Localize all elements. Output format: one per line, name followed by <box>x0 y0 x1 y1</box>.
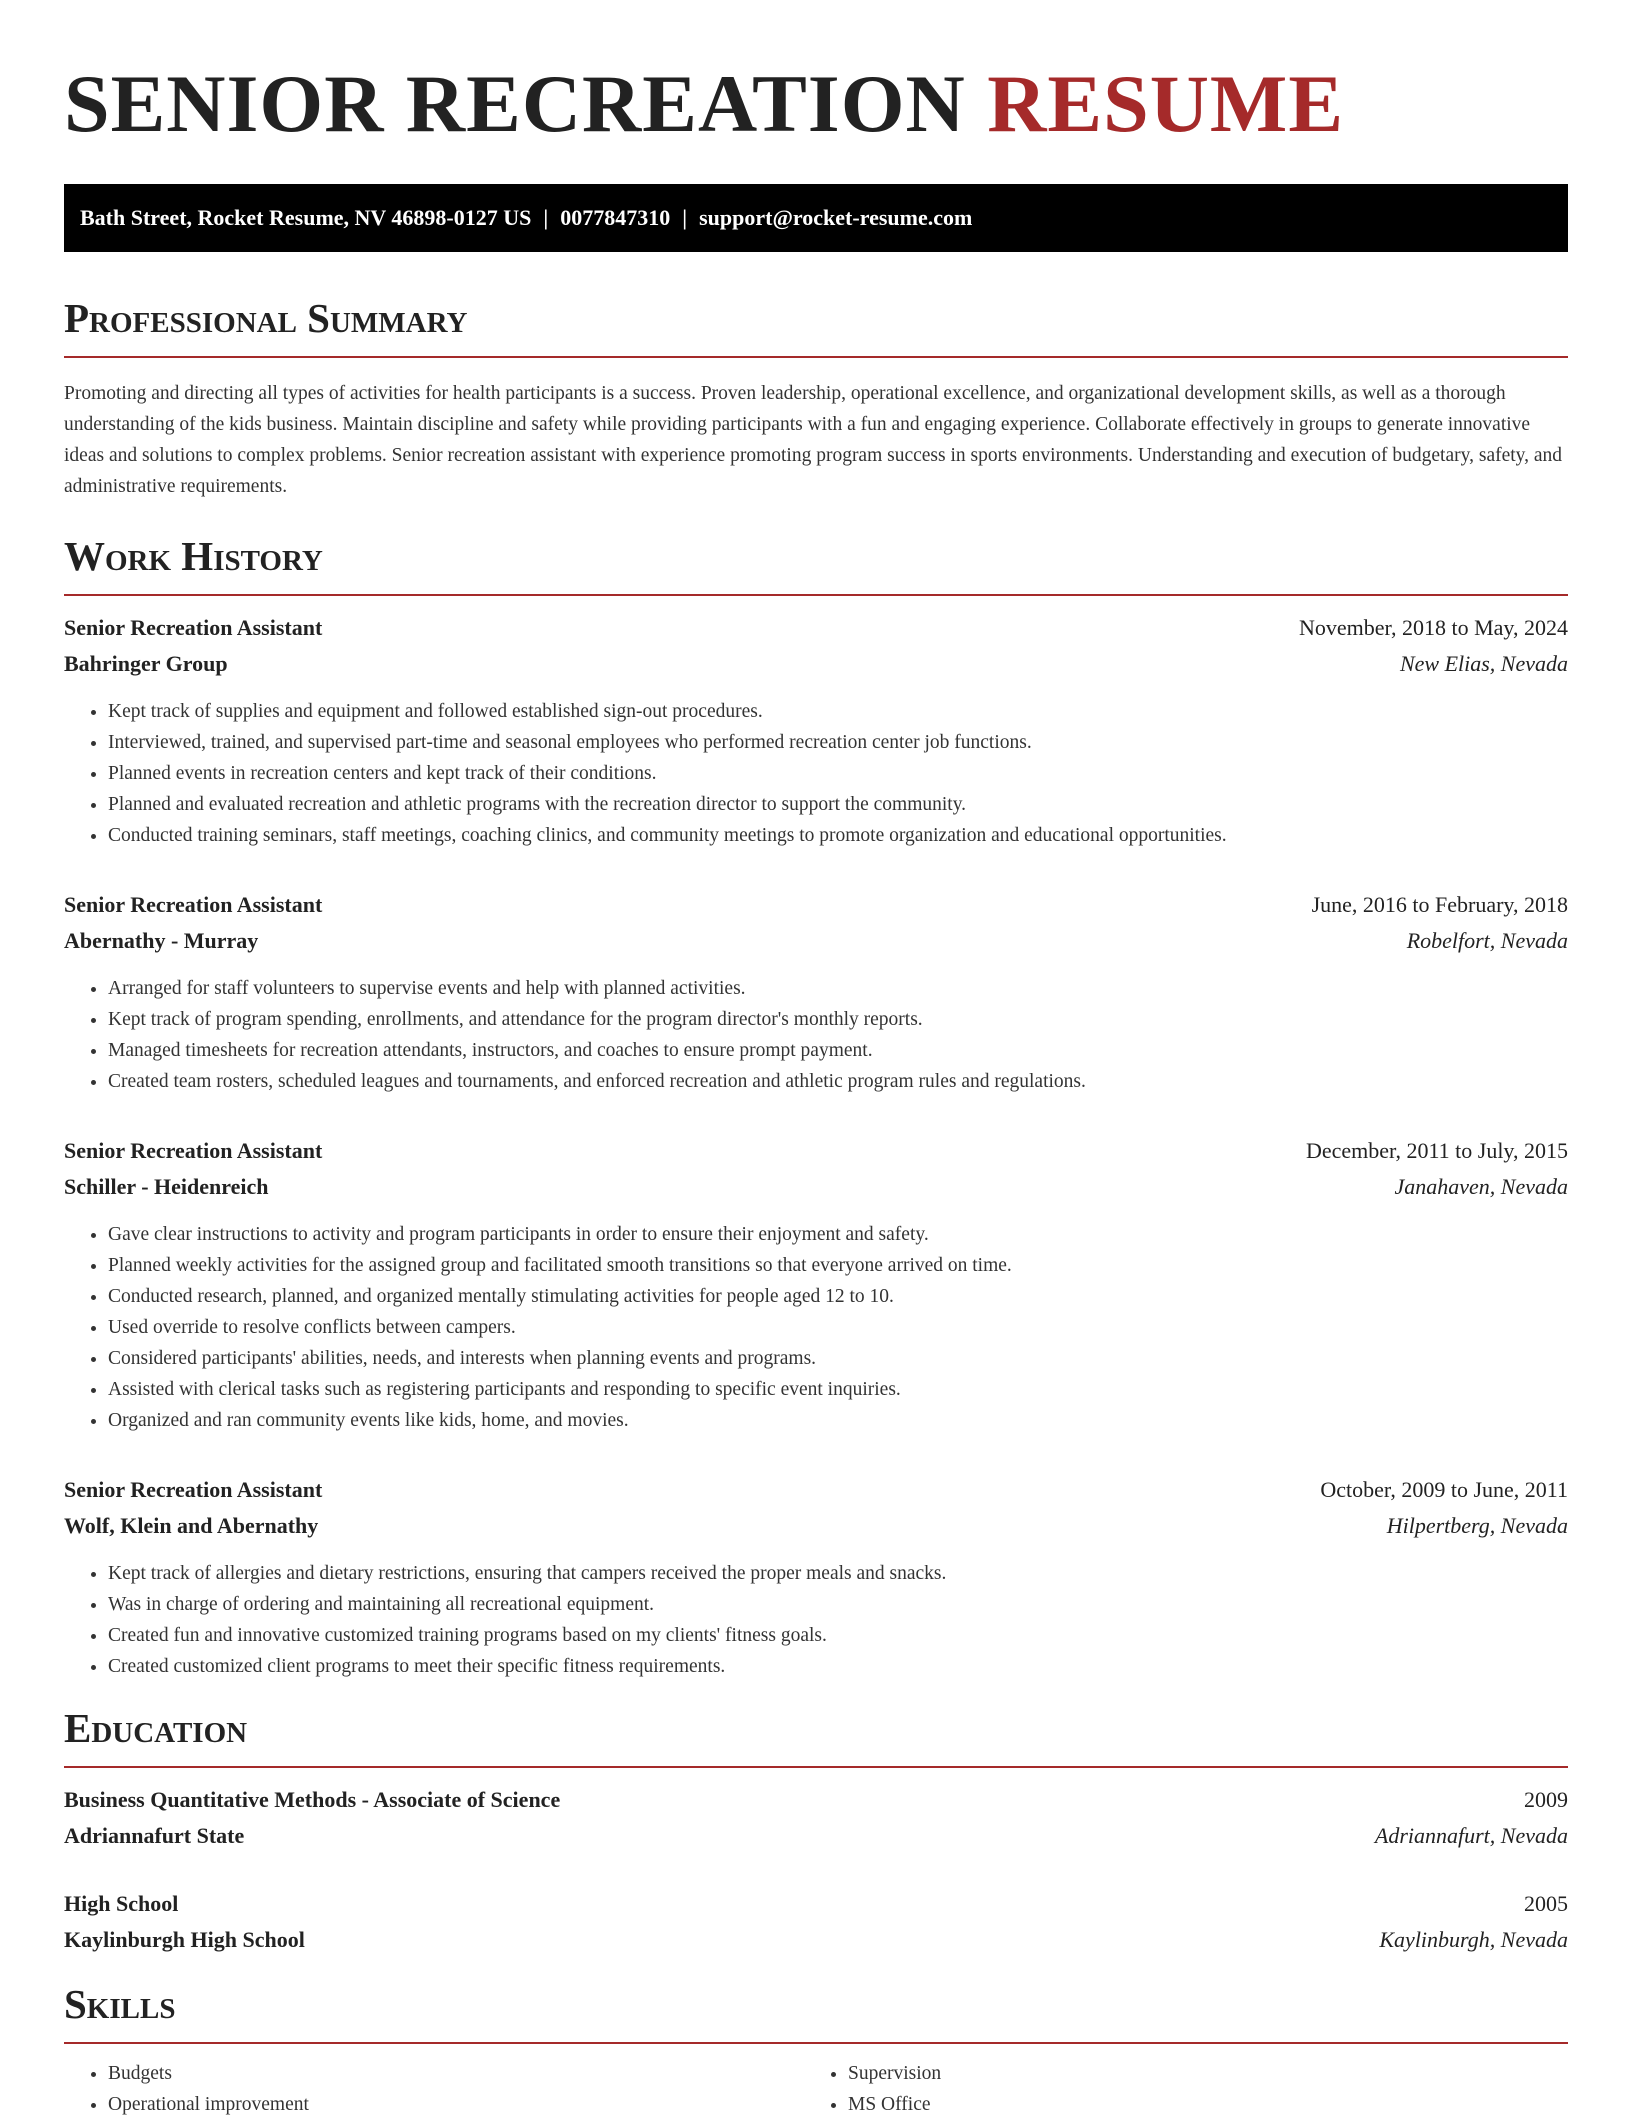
job-entry <box>64 887 1568 1097</box>
job-bullet: • Kept track of allergies and dietary restrictions, ensuring that campers received the proper meals and snacks. <box>108 1558 1568 1589</box>
job-location: Janahaven, Nevada <box>1394 1174 1568 1199</box>
section-divider <box>64 356 1568 358</box>
education-entry <box>64 1886 1568 1958</box>
job-company: Abernathy - Murray <box>64 928 259 953</box>
job-entry <box>64 1472 1568 1682</box>
section-heading-skills: Skills <box>64 1981 176 2027</box>
job-title: Senior Recreation Assistant <box>64 615 323 640</box>
job-company-row <box>64 923 1568 959</box>
job-bullets <box>64 1558 1568 1682</box>
job-location: New Elias, Nevada <box>1399 651 1568 676</box>
education-school: Adriannafurt State <box>64 1823 245 1848</box>
job-title: Senior Recreation Assistant <box>64 1138 323 1163</box>
job-bullet: • Planned and evaluated recreation and athletic programs with the recreation director to support the community. <box>108 789 1568 820</box>
job-company-row <box>64 1169 1568 1205</box>
job-dates: October, 2009 to June, 2011 <box>1320 1477 1568 1502</box>
section-heading-summary: Professional Summary <box>64 295 468 341</box>
section-heading-education: Education <box>64 1705 248 1751</box>
education-header-row <box>64 1886 1568 1922</box>
contact-address: Bath Street, Rocket Resume, NV 46898-0127 US <box>80 205 532 230</box>
job-bullet: • Created customized client programs to meet their specific fitness requirements. <box>108 1651 1568 1682</box>
summary-section <box>64 292 1568 502</box>
education-degree: High School <box>64 1891 179 1916</box>
job-bullet: • Used override to resolve conflicts between campers. <box>108 1312 1568 1343</box>
education-year: 2005 <box>1524 1891 1568 1916</box>
job-location: Hilpertberg, Nevada <box>1386 1513 1568 1538</box>
skill-item: • Budgets <box>108 2058 804 2089</box>
job-header-row <box>64 887 1568 923</box>
job-header-row <box>64 1133 1568 1169</box>
contact-phone: 0077847310 <box>560 205 671 230</box>
job-bullet: • Managed timesheets for recreation attendants, instructors, and coaches to ensure prompt payment. <box>108 1035 1568 1066</box>
job-bullets <box>64 973 1568 1097</box>
skills-section <box>64 1978 1568 2120</box>
contact-separator: | <box>543 205 549 230</box>
job-bullets <box>64 696 1568 851</box>
contact-email: support@rocket-resume.com <box>699 205 973 230</box>
job-company: Schiller - Heidenreich <box>64 1174 269 1199</box>
job-company-row <box>64 1508 1568 1544</box>
skill-item: • Supervision <box>848 2058 1544 2089</box>
job-header-row <box>64 610 1568 646</box>
job-bullet: • Considered participants' abilities, needs, and interests when planning events and programs. <box>108 1343 1568 1374</box>
section-divider <box>64 594 1568 596</box>
contact-separator: | <box>682 205 688 230</box>
job-bullet: • Planned events in recreation centers and kept track of their conditions. <box>108 758 1568 789</box>
job-entry <box>64 1133 1568 1436</box>
education-location: Adriannafurt, Nevada <box>1374 1823 1568 1848</box>
job-company-row <box>64 646 1568 682</box>
skills-list <box>804 2058 1544 2120</box>
job-header-row <box>64 1472 1568 1508</box>
job-dates: December, 2011 to July, 2015 <box>1305 1138 1568 1163</box>
job-bullets <box>64 1219 1568 1436</box>
job-dates: June, 2016 to February, 2018 <box>1311 892 1568 917</box>
job-title: Senior Recreation Assistant <box>64 1477 323 1502</box>
education-entry <box>64 1782 1568 1854</box>
job-dates: November, 2018 to May, 2024 <box>1299 615 1568 640</box>
skills-columns <box>64 2044 1568 2120</box>
job-bullet: • Arranged for staff volunteers to supervise events and help with planned activities. <box>108 973 1568 1004</box>
skill-item: • MS Office <box>848 2089 1544 2120</box>
education-section <box>64 1702 1568 1958</box>
job-bullet: • Gave clear instructions to activity and program participants in order to ensure their enjoyment and safety. <box>108 1219 1568 1250</box>
contact-bar <box>64 184 1568 252</box>
education-school-row <box>64 1818 1568 1854</box>
skills-column-right <box>804 2044 1544 2120</box>
job-bullet: • Planned weekly activities for the assigned group and facilitated smooth transitions so that everyone arrived on time. <box>108 1250 1568 1281</box>
work-history-section <box>64 530 1568 1682</box>
summary-text: Promoting and directing all types of activities for health participants is a success. Proven leadership, operational excellence, and organizational development skills, as well as a thorough understanding of the kids business. Maintain discipline and safety while providing participants with a fun and engaging experience. Collaborate effectively in groups to generate innovative ideas and solutions to complex problems. Senior recreation assistant with experience promoting program success in sports environments. Understanding and execution of budgetary, safety, and administrative requirements. <box>64 383 1563 497</box>
job-entry <box>64 610 1568 851</box>
job-bullet: • Was in charge of ordering and maintaining all recreational equipment. <box>108 1589 1568 1620</box>
skills-column-left <box>64 2044 804 2120</box>
resume-title <box>64 0 1568 152</box>
section-divider <box>64 1766 1568 1768</box>
job-bullet: • Organized and ran community events like kids, home, and movies. <box>108 1405 1568 1436</box>
job-bullet: • Conducted training seminars, staff meetings, coaching clinics, and community meetings to promote organization and educational opportunities. <box>108 820 1568 851</box>
job-bullet: • Interviewed, trained, and supervised part-time and seasonal employees who performed recreation center job functions. <box>108 727 1568 758</box>
skill-item: • Operational improvement <box>108 2089 804 2120</box>
job-bullet: • Kept track of supplies and equipment and followed established sign-out procedures. <box>108 696 1568 727</box>
education-degree: Business Quantitative Methods - Associate of Science <box>64 1787 561 1812</box>
section-heading-work-history: Work History <box>64 533 323 579</box>
education-school: Kaylinburgh High School <box>64 1927 305 1952</box>
job-title: Senior Recreation Assistant <box>64 892 323 917</box>
education-location: Kaylinburgh, Nevada <box>1379 1927 1568 1952</box>
title-accent: RESUME <box>987 58 1345 149</box>
title-main: SENIOR RECREATION <box>64 58 988 149</box>
job-bullet: • Created team rosters, scheduled leagues and tournaments, and enforced recreation and athletic program rules and regulations. <box>108 1066 1568 1097</box>
education-header-row <box>64 1782 1568 1818</box>
skills-list <box>64 2058 804 2120</box>
job-company: Wolf, Klein and Abernathy <box>64 1513 319 1538</box>
education-school-row <box>64 1922 1568 1958</box>
education-year: 2009 <box>1524 1787 1568 1812</box>
job-location: Robelfort, Nevada <box>1406 928 1568 953</box>
job-bullet: • Kept track of program spending, enrollments, and attendance for the program director's monthly reports. <box>108 1004 1568 1035</box>
job-company: Bahringer Group <box>64 651 228 676</box>
job-bullet: • Assisted with clerical tasks such as registering participants and responding to specific event inquiries. <box>108 1374 1568 1405</box>
job-bullet: • Created fun and innovative customized training programs based on my clients' fitness goals. <box>108 1620 1568 1651</box>
job-bullet: • Conducted research, planned, and organized mentally stimulating activities for people aged 12 to 10. <box>108 1281 1568 1312</box>
